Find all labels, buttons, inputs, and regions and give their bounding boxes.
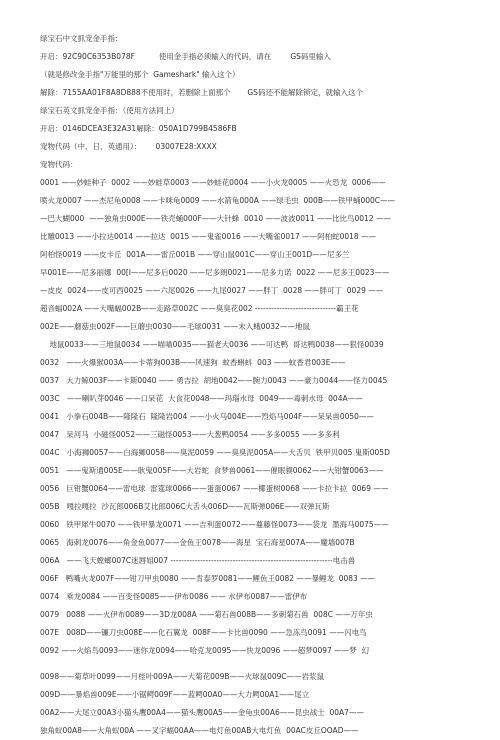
code-line: 0051 ——鬼斯通005E——耿鬼005F——大岩蛇 食梦兽0061——催眠貘0062——大钳蟹0063—— bbox=[40, 466, 384, 475]
code-line: 007E 008D——镰刀虫008E——化石翼龙 008F——卡比兽0090 ——急冻鸟0091 ——闪电鸟 bbox=[40, 628, 367, 637]
code-line: 超音蝠002A ——大嘴蝠002B——走路草002C ——臭臭花002 ------------------------------霸王花 bbox=[40, 304, 359, 313]
text-line: （就是修改金手指"万能里的那个 Gameshark" 输入这个） bbox=[40, 70, 240, 79]
code-line: —皮皮 0024——皮可西0025 ——六尾0026 ——九尾0027 ——胖丁 0028 ——胖可丁 0029 —— bbox=[40, 286, 384, 295]
code-line: 地鼠0033——三地鼠0034 ——喵喵0035——猫老大0036 ——可达鸭 哥达鸭0038——狠怪0039 bbox=[40, 340, 384, 349]
code-line: 006A ——飞天螳螂007C迷唇姐007 ------------------------------------------------------------电击兽 bbox=[40, 556, 356, 565]
text-line: 解除：7155AA01F8A8D888不使用时，若删除上面那个 GS码还不能解除锁定，就输入这个 bbox=[40, 88, 363, 97]
code-line: 0056 巨钳蟹0064——雷电球 雷霆球0066——蛋蛋0067 ——椰蛋树0068 ——卡拉卡拉 0069 —— bbox=[40, 484, 389, 493]
text-line: 绿宝石英文抓宠金手指：（使用方法同上） bbox=[40, 106, 179, 115]
code-line: 0060 铁甲犀牛0070 ——铁甲暴龙0071 ——吉利蛋0072——蔓藤怪0073——袋龙 墨海马0075—— bbox=[40, 520, 389, 529]
code-line: 0074 乘龙0084 ——百变怪0085——伊布0086 —— 水伊布0087——雷伊布 bbox=[40, 592, 308, 601]
code-line: 002E——蘑菇虫002F——巨蘑虫0030——毛球0031 ——末入蛾0032——地鼠 bbox=[40, 322, 310, 331]
blank-line: 0092 ——火焰鸟0093——迷你龙0094——哈克龙0095——快龙0096 ——超梦0097 ——梦 幻 bbox=[40, 646, 369, 655]
section-heading: 宠物代码： bbox=[40, 160, 78, 169]
code-line: 比雕0013 ——小拉达0014 ——拉达 0015 ——鬼雀0016 ——大嘴雀0017 ——阿柏蛇0018 —— bbox=[40, 232, 377, 241]
text-line: 宠物代码（中、日、英通用）： 03007E28:XXXX bbox=[40, 142, 217, 151]
text-line: 开启：92C90C6353B078F 使用金手指必须输入的代码，请在 GS码里输入 bbox=[40, 52, 331, 61]
code-line: 0079 0088 ——火伊布0089——3D龙008A ——菊石兽008B——多刺菊石兽 008C ——万年虫 bbox=[40, 610, 373, 619]
code-line: 003C ——喇叭芽0046 ——口呆花 大食花0048——玛瑙水母 0049——毒刺水母 004A—— bbox=[40, 394, 363, 403]
code-line: 0001 ——妙蛙种子 0002 ——妙蛙草0003 ——妙蛙花0004 ——小火龙0005 ——火恐龙 0006—— bbox=[40, 178, 386, 187]
code-line: 0047 呆河马 小磁怪0052——三磁怪0053——大葱鸭0054 ——多多0055 ——多多利 bbox=[40, 430, 340, 439]
code-line: 0065 海刺龙0076——角金鱼0077——金鱼王0078——海星 宝石海星007A——魔墙007B bbox=[40, 538, 355, 547]
text-line: 开启：0146DCEA3E32A31解除：050A1D799B4586FB bbox=[40, 124, 237, 133]
code-line: 独角蚁00A8——大角蚁00A ——叉字蝠00AA——电灯鱼00AB大电灯鱼 00AC皮丘OOAD—— bbox=[40, 726, 359, 735]
code-line: 0032 ——火爆猴003A——卡蒂狗003B——风速狗 蚊香蝌蚪 003 ——蚊香君003E—— bbox=[40, 358, 346, 367]
code-line: 00A2——大尾立00A3小猫头鹰00A4——猫头鹰00A5——金龟虫00A6——昆虫战士 00A7—— bbox=[40, 708, 364, 717]
code-line: 004C 小海狮0057——白海狮0058——臭泥0059 ——臭臭泥005A——大舌贝 铁甲贝005 鬼斯005D bbox=[40, 448, 390, 457]
code-line: 009D——暴焰兽009E——小锯鳄009F——蓝鳄00A0——大力鳄00A1——尾立 bbox=[40, 690, 310, 699]
code-line: 0037 大力鲸003F——卡斯0040 —— 勇吉拉 胡地0042——腕力0043 ——豪力0044——怪力0045 bbox=[40, 376, 388, 385]
code-line: 006F 鸭嘴火龙007F——钳刀甲虫0080 ——肯泰罗0081——鲤鱼王0082 ——暴鲤龙 0083 —— bbox=[40, 574, 376, 583]
code-line: 005B 嘎拉嘎拉 沙瓦郎006B艾比郎006C大舌头006D——瓦斯弹006E——双弹瓦斯 bbox=[40, 502, 330, 511]
code-line: 早001E——尼多丽娜 00[I——尼多后0020 ——尼多朗0021——尼多力诺 0022 ——尼多王0023—— bbox=[40, 268, 390, 277]
code-line: 喷火龙0007 ——杰尼龟0008 ——卡咪龟0009 ——水箭龟000A ——绿毛虫 000B——铁甲蛹000C—— bbox=[40, 196, 396, 205]
doc-title: 绿宝石中文抓宠金手指: bbox=[40, 34, 118, 43]
code-line: 0041 小拳石004B——隆隆石 隆隆岩004 ——小火马004E——烈焰马004F——呆呆兽0050—— bbox=[40, 412, 374, 421]
code-line: 阿柏怪0019 ——皮卡丘 001A——雷丘001B ——穿山鼠001C——穿山王001D——尼多兰 bbox=[40, 250, 350, 259]
code-line: 0098——菊草叶0099——月桂叶009A——大菊花009B——火球鼠009C——岩浆鼠 bbox=[40, 672, 325, 681]
code-line: —巴大蝴000 ——独角虫000E——铁壳蛹000F——大针蜂 0010 ——波波0011 ——比比鸟0012 —— bbox=[40, 214, 391, 223]
